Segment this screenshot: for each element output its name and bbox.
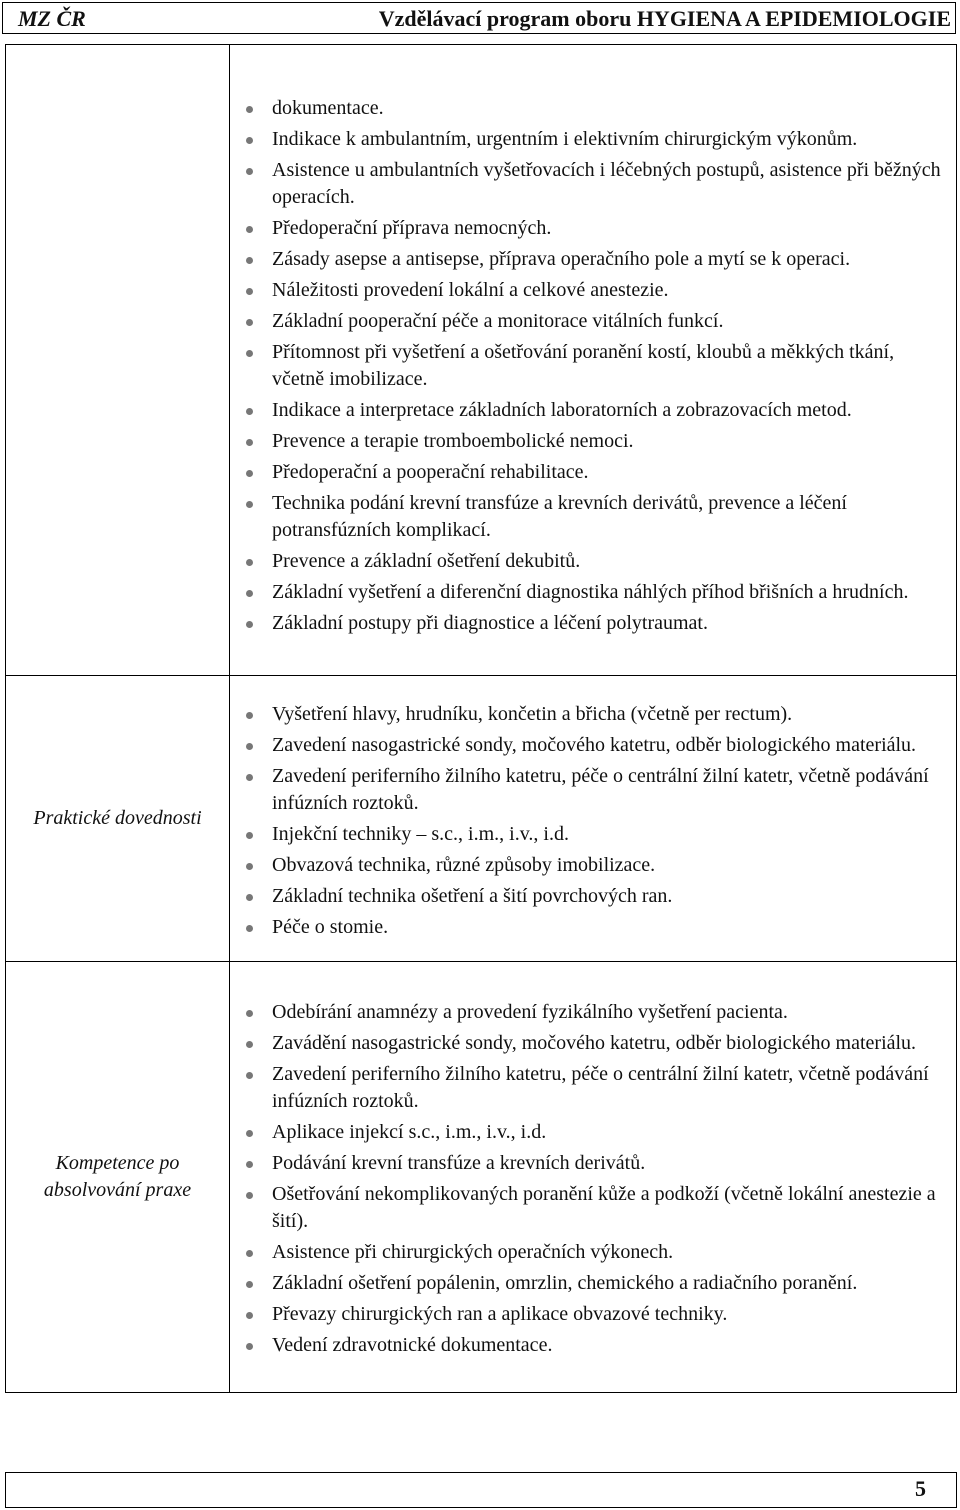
bullet-icon — [246, 774, 253, 781]
list-item-text: Předoperační a pooperační rehabilitace. — [272, 460, 589, 483]
page-number: 5 — [915, 1476, 926, 1501]
list-item-text: Přítomnost při vyšetření a ošetřování poranění kostí, kloubů a měkkých tkání, včetně imobilizace. — [272, 340, 895, 390]
list-item-text: Indikace a interpretace základních laboratorních a zobrazovacích metod. — [272, 398, 852, 421]
list-item — [272, 397, 946, 424]
list-item-text: Zavádění nasogastrické sondy, močového katetru, odběr biologického materiálu. — [272, 1032, 917, 1054]
header-left-text: MZ ČR — [18, 6, 86, 31]
list-item — [272, 277, 946, 304]
list-item-text: Převazy chirurgických ran a aplikace obvazové techniky. — [272, 1303, 728, 1325]
row-content — [230, 45, 957, 676]
bullet-icon — [246, 1192, 253, 1199]
list-item — [272, 1301, 946, 1328]
list-item-text: Ošetřování nekomplikovaných poranění kůže a podkoží (včetně lokální anestezie a šití). — [272, 1183, 936, 1232]
bullet-icon — [246, 1041, 253, 1048]
list-item — [272, 157, 946, 211]
list-item — [272, 339, 946, 393]
list-item — [272, 732, 946, 759]
bullet-icon — [246, 925, 253, 932]
bullet-icon — [246, 1161, 253, 1168]
bullet-icon — [246, 1312, 253, 1319]
list-item-text: Aplikace injekcí s.c., i.m., i.v., i.d. — [272, 1121, 547, 1143]
list-item — [272, 490, 946, 544]
row-label: Kompetence po absolvování praxe — [6, 962, 230, 1393]
bullet-icon — [246, 257, 253, 264]
bullet-icon — [246, 501, 253, 508]
list-item-text: Podávání krevní transfúze a krevních derivátů. — [272, 1152, 646, 1174]
bullet-icon — [246, 439, 253, 446]
table-row — [6, 45, 957, 676]
list-item — [272, 610, 946, 637]
bullet-icon — [246, 408, 253, 415]
list-item-text: Vedení zdravotnické dokumentace. — [272, 1334, 553, 1356]
row-label: Praktické dovednosti — [6, 676, 230, 962]
bullet-icon — [246, 168, 253, 175]
bullet-icon — [246, 559, 253, 566]
list-item — [272, 914, 946, 941]
bullet-icon — [246, 1072, 253, 1079]
list-item-text: Injekční techniky – s.c., i.m., i.v., i.d. — [272, 822, 569, 845]
bullet-icon — [246, 863, 253, 870]
list-item-text: Předoperační příprava nemocných. — [272, 216, 552, 239]
page-header — [2, 2, 956, 34]
bullet-list — [230, 983, 956, 1371]
row-content — [230, 962, 957, 1393]
list-item-text: Indikace k ambulantním, urgentním i elektivním chirurgickým výkonům. — [272, 127, 858, 150]
list-item — [272, 95, 946, 122]
list-item — [272, 308, 946, 335]
list-item — [272, 1061, 946, 1115]
list-item-text: Vyšetření hlavy, hrudníku, končetin a břicha (včetně per rectum). — [272, 702, 793, 725]
bullet-icon — [246, 288, 253, 295]
list-item — [272, 246, 946, 273]
list-item — [272, 548, 946, 575]
list-item-text: dokumentace. — [272, 96, 384, 119]
table-row — [6, 962, 957, 1393]
bullet-icon — [246, 350, 253, 357]
list-item — [272, 1181, 946, 1235]
bullet-icon — [246, 712, 253, 719]
bullet-icon — [246, 1010, 253, 1017]
list-item — [272, 1119, 946, 1146]
list-item — [272, 1239, 946, 1266]
list-item-text: Zavedení periferního žilního katetru, péče o centrální žilní katetr, včetně podávání infúzních roztoků. — [272, 764, 929, 814]
list-item — [272, 1030, 946, 1057]
list-item — [272, 821, 946, 848]
list-item — [272, 763, 946, 817]
curriculum-table — [5, 44, 957, 1393]
bullet-icon — [246, 894, 253, 901]
bullet-list — [230, 68, 956, 653]
bullet-icon — [246, 106, 253, 113]
bullet-icon — [246, 137, 253, 144]
list-item — [272, 428, 946, 455]
bullet-icon — [246, 621, 253, 628]
table-row — [6, 676, 957, 962]
list-item — [272, 459, 946, 486]
bullet-icon — [246, 319, 253, 326]
list-item-text: Asistence u ambulantních vyšetřovacích i léčebných postupů, asistence při běžných operacích. — [272, 158, 941, 208]
header-right-title: Vzdělávací program oboru HYGIENA A EPIDEMIOLOGIE — [378, 6, 951, 31]
row-label — [6, 45, 230, 676]
bullet-icon — [246, 1250, 253, 1257]
list-item-text: Základní postupy při diagnostice a léčení polytraumat. — [272, 611, 708, 634]
list-item — [272, 215, 946, 242]
bullet-icon — [246, 590, 253, 597]
list-item — [272, 579, 946, 606]
list-item — [272, 126, 946, 153]
bullet-icon — [246, 743, 253, 750]
list-item-text: Základní ošetření popálenin, omrzlin, chemického a radiačního poranění. — [272, 1272, 858, 1294]
bullet-icon — [246, 832, 253, 839]
list-item — [272, 1332, 946, 1359]
list-item — [272, 999, 946, 1026]
list-item — [272, 1270, 946, 1297]
bullet-icon — [246, 226, 253, 233]
list-item — [272, 852, 946, 879]
bullet-icon — [246, 470, 253, 477]
list-item-text: Péče o stomie. — [272, 915, 389, 938]
list-item-text: Zavedení nasogastrické sondy, močového katetru, odběr biologického materiálu. — [272, 733, 917, 756]
list-item-text: Prevence a terapie tromboembolické nemoci. — [272, 429, 634, 452]
list-item-text: Náležitosti provedení lokální a celkové anestezie. — [272, 278, 669, 301]
list-item-text: Prevence a základní ošetření dekubitů. — [272, 549, 581, 572]
list-item — [272, 701, 946, 728]
list-item — [272, 1150, 946, 1177]
row-content — [230, 676, 957, 962]
list-item-text: Odebírání anamnézy a provedení fyzikálního vyšetření pacienta. — [272, 1001, 788, 1023]
bullet-icon — [246, 1130, 253, 1137]
bullet-icon — [246, 1281, 253, 1288]
list-item-text: Obvazová technika, různé způsoby imobilizace. — [272, 853, 656, 876]
list-item-text: Asistence při chirurgických operačních výkonech. — [272, 1241, 674, 1263]
list-item-text: Základní technika ošetření a šití povrchových ran. — [272, 884, 673, 907]
list-item-text: Zavedení periferního žilního katetru, péče o centrální žilní katetr, včetně podávání infúzních roztoků. — [272, 1063, 929, 1112]
list-item-text: Základní pooperační péče a monitorace vitálních funkcí. — [272, 309, 724, 332]
list-item — [272, 883, 946, 910]
list-item-text: Základní vyšetření a diferenční diagnostika náhlých příhod břišních a hrudních. — [272, 580, 909, 603]
page-footer — [5, 1472, 957, 1508]
list-item-text: Technika podání krevní transfúze a krevních derivátů, prevence a léčení potransfúzních komplikací. — [272, 491, 847, 541]
list-item-text: Zásady asepse a antisepse, příprava operačního pole a mytí se k operaci. — [272, 247, 851, 270]
bullet-icon — [246, 1343, 253, 1350]
bullet-list — [230, 685, 956, 953]
